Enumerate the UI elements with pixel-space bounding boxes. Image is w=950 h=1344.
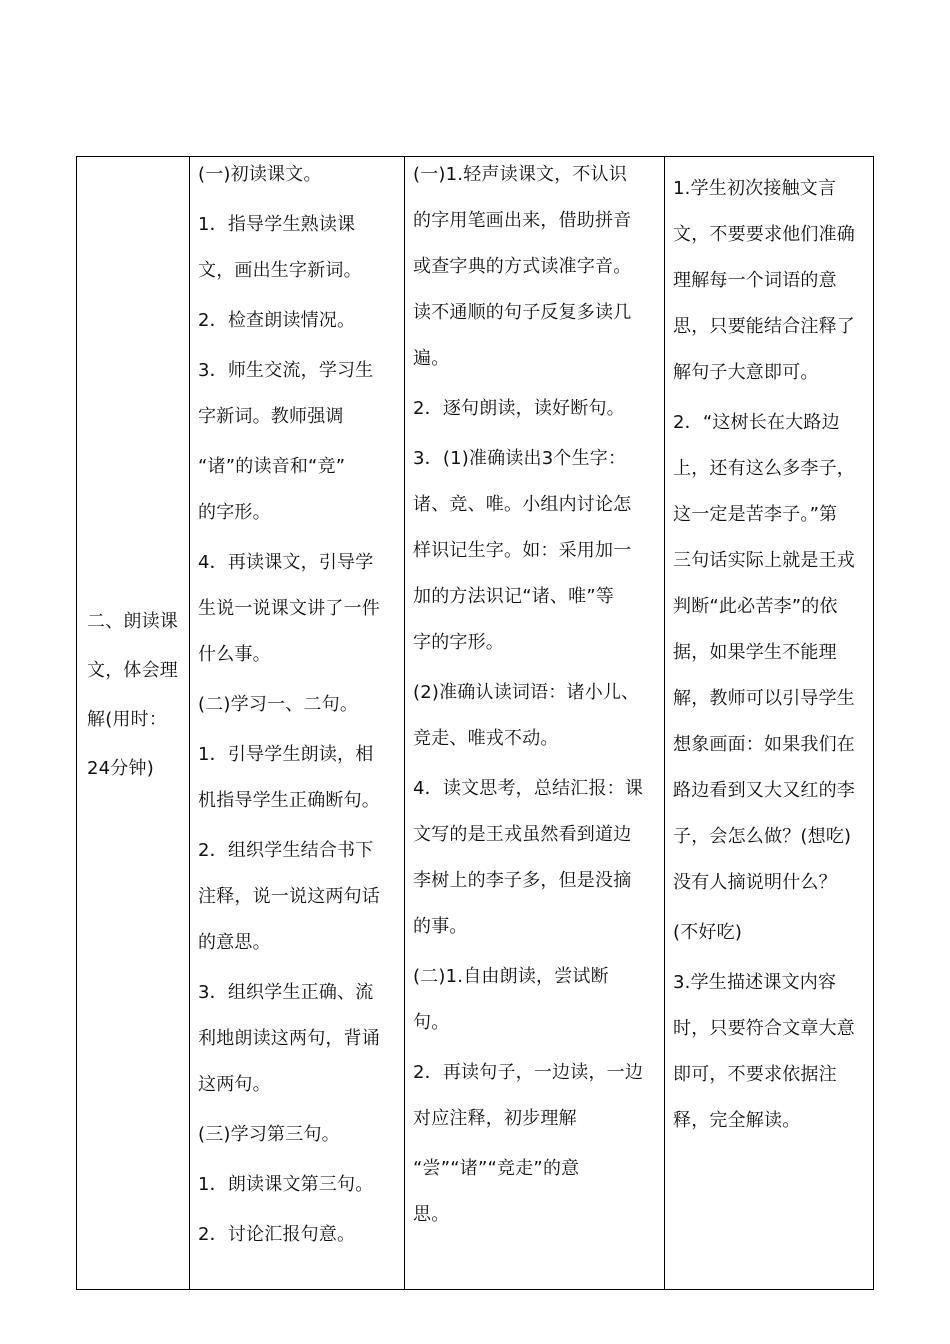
design-intent-line: 3.学生描述课文内容 bbox=[673, 972, 837, 993]
student-activity-line: 加的方法识记“诸、唯”等 bbox=[413, 586, 615, 607]
design-intent-line: 1.学生初次接触文言 bbox=[673, 178, 837, 199]
teacher-activity-line: 1．引导学生朗读，相 bbox=[198, 744, 374, 765]
design-intent-line: 没有人摘说明什么？ bbox=[673, 872, 837, 893]
stage-column bbox=[77, 157, 189, 1289]
student-activity-line: (2)准确认读词语：诸小儿、 bbox=[413, 682, 640, 703]
design-intent-line: 上，还有这么多李子， bbox=[673, 458, 855, 479]
teacher-activity-line: 2．检查朗读情况。 bbox=[198, 310, 356, 331]
teacher-activity-line: 1．朗读课文第三句。 bbox=[198, 1174, 374, 1195]
design-intent-line: 文，不要要求他们准确 bbox=[673, 224, 855, 245]
teacher-activity-line: 4．再读课文，引导学 bbox=[198, 552, 374, 573]
teacher-activity-line: “诸”的读音和“竞” bbox=[198, 456, 346, 477]
design-intent-line: 据，如果学生不能理 bbox=[673, 642, 837, 663]
student-activity-line: 句。 bbox=[413, 1012, 450, 1033]
design-intent-line: 解，教师可以引导学生 bbox=[673, 688, 855, 709]
student-activity-line: 字的字形。 bbox=[413, 632, 504, 653]
teacher-activity-line: (二)学习一、二句。 bbox=[198, 694, 359, 715]
student-activity-line: 样识记生字。如：采用加一 bbox=[413, 540, 632, 561]
student-activity-line: “尝”“诸”“竞走”的意 bbox=[413, 1158, 580, 1179]
design-intent-line: 子，会怎么做？(想吃) bbox=[673, 826, 852, 847]
student-activity-line: 对应注释，初步理解 bbox=[413, 1108, 577, 1129]
teacher-activity-line: 1．指导学生熟读课 bbox=[198, 214, 356, 235]
student-activity-line: 思。 bbox=[413, 1204, 450, 1225]
student-activity-line: (二)1.自由朗读，尝试断 bbox=[413, 966, 609, 987]
student-activity-line: 文写的是王戎虽然看到道边 bbox=[413, 824, 632, 845]
stage-title: 二、朗读课文，体会理解(用时：24分钟) bbox=[87, 611, 178, 779]
student-activity-line: 或查字典的方式读准字音。 bbox=[413, 256, 632, 277]
teacher-activity-line: 利地朗读这两句，背诵 bbox=[198, 1028, 380, 1049]
teacher-activity-line: 字新词。教师强调 bbox=[198, 406, 344, 427]
design-intent-line: 时，只要符合文章大意 bbox=[673, 1018, 855, 1039]
design-intent-line: (不好吃) bbox=[673, 922, 743, 943]
student-activity-line: 诸、竞、唯。小组内讨论怎 bbox=[413, 494, 632, 515]
teacher-activity-line: 的意思。 bbox=[198, 932, 271, 953]
teacher-activity-line: (三)学习第三句。 bbox=[198, 1124, 340, 1145]
teacher-activity-line: 文，画出生字新词。 bbox=[198, 260, 362, 281]
teacher-activity-line: 2．组织学生结合书下 bbox=[198, 840, 374, 861]
design-intent-line: 判断“此必苦李”的依 bbox=[673, 596, 838, 617]
student-activity-line: (一)1.轻声读课文，不认识 bbox=[413, 164, 628, 185]
student-activity-line: 读不通顺的句子反复多读几 bbox=[413, 302, 632, 323]
design-intent-line: 三句话实际上就是王戎 bbox=[673, 550, 855, 571]
student-activity-line: 遍。 bbox=[413, 348, 450, 369]
teacher-activity-line: (一)初读课文。 bbox=[198, 164, 322, 185]
design-intent-line: 释，完全解读。 bbox=[673, 1110, 801, 1131]
student-activity-line: 2．再读句子，一边读，一边 bbox=[413, 1062, 644, 1083]
design-intent-line: 即可，不要求依据注 bbox=[673, 1064, 837, 1085]
design-intent-column bbox=[664, 157, 875, 1289]
design-intent-line: 2．“这树长在大路边 bbox=[673, 412, 840, 433]
student-activity-line: 4．读文思考，总结汇报：课 bbox=[413, 778, 644, 799]
design-intent-line: 理解每一个词语的意 bbox=[673, 270, 837, 291]
student-activity-line: 李树上的李子多，但是没摘 bbox=[413, 870, 632, 891]
student-activity-line: 2．逐句朗读，读好断句。 bbox=[413, 398, 625, 419]
teacher-activity-line: 注释，说一说这两句话 bbox=[198, 886, 380, 907]
design-intent-line: 解句子大意即可。 bbox=[673, 362, 819, 383]
teacher-activity-line: 生说一说课文讲了一件 bbox=[198, 598, 380, 619]
design-intent-line: 思，只要能结合注释了 bbox=[673, 316, 855, 337]
teacher-activity-line: 机指导学生正确断句。 bbox=[198, 790, 380, 811]
design-intent-line: 这一定是苦李子。”第 bbox=[673, 504, 838, 525]
teacher-activity-line: 3．师生交流，学习生 bbox=[198, 360, 374, 381]
teacher-activity-column bbox=[189, 157, 404, 1289]
student-activity-column bbox=[404, 157, 664, 1289]
teacher-activity-line: 什么事。 bbox=[198, 644, 271, 665]
student-activity-line: 3．(1)准确读出3个生字： bbox=[413, 448, 627, 469]
teacher-activity-line: 3．组织学生正确、流 bbox=[198, 982, 374, 1003]
student-activity-line: 的事。 bbox=[413, 916, 468, 937]
student-activity-line: 的字用笔画出来，借助拼音 bbox=[413, 210, 632, 231]
lesson-plan-table bbox=[76, 156, 874, 1290]
teacher-activity-line: 的字形。 bbox=[198, 502, 271, 523]
student-activity-line: 竞走、唯戎不动。 bbox=[413, 728, 559, 749]
design-intent-line: 想象画面：如果我们在 bbox=[673, 734, 855, 755]
teacher-activity-line: 2．讨论汇报句意。 bbox=[198, 1224, 356, 1245]
teacher-activity-line: 这两句。 bbox=[198, 1074, 271, 1095]
design-intent-line: 路边看到又大又红的李 bbox=[673, 780, 855, 801]
